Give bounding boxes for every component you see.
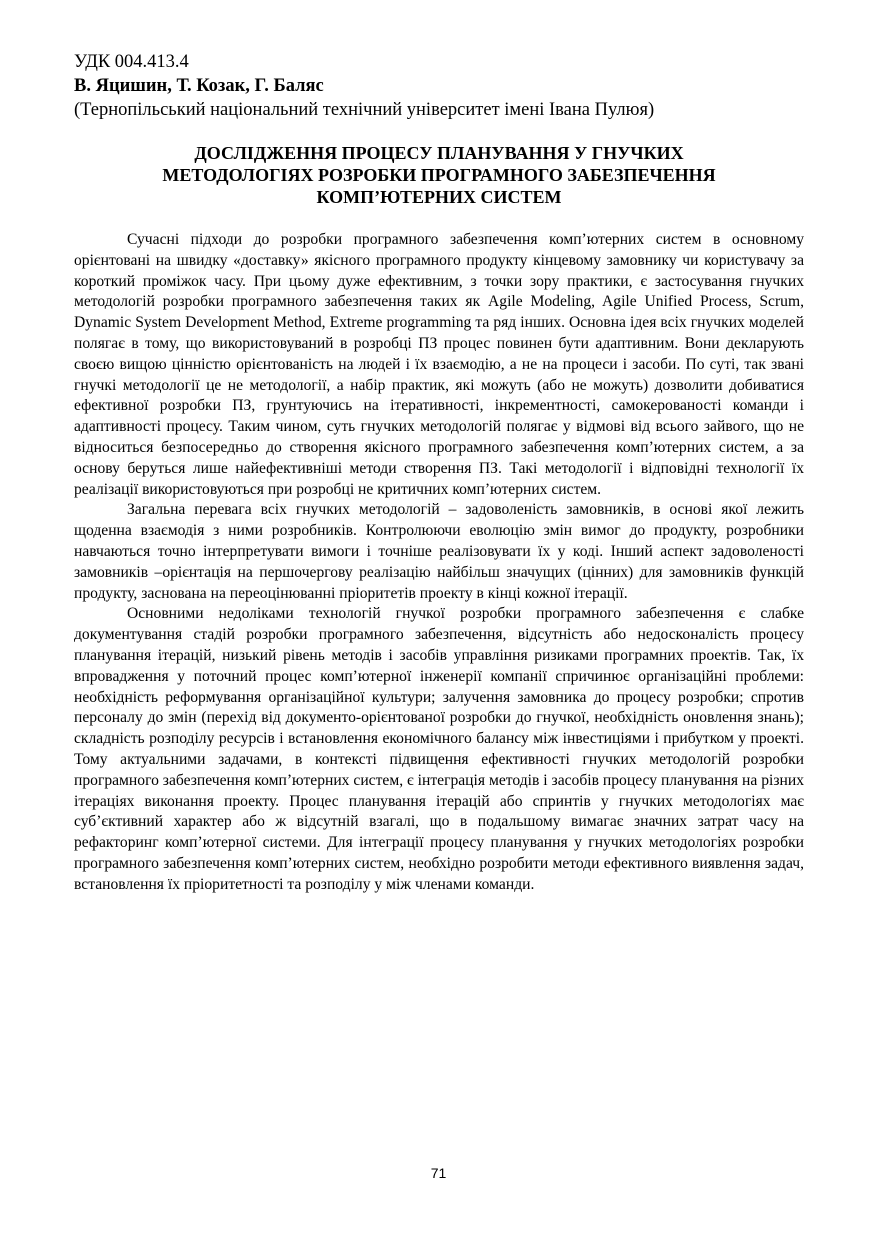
article-title bbox=[74, 142, 804, 208]
page-number: 71 bbox=[430, 1165, 447, 1181]
body-paragraph: Сучасні підходи до розробки програмного забезпечення комп’ютерних систем в основному орієнтовані на швидку «доставку» якісного програмного продукту кінцевому замовнику чи користувачу за короткий проміжок часу. При цьому дуже ефективним, з точки зору практики, є застосування гнучких методологій розробки програмного забезпечення таких як Agile Modeling, Agile Unified Process, Scrum, Dynamic System Development Method, Extreme programming та ряд інших. Основна ідея всіх гнучких моделей полягає в тому, що використовуваний в розробці ПЗ процес повинен бути адаптивним. Вони декларують своєю вищою цінністю орієнтованість на людей і їх взаємодію, а не на процеси і засоби. По суті, так звані гнучкі методології це не методології, а набір практик, які можуть (або не можуть) дозволити добиватися ефективної розробки ПЗ, грунтуючись на ітеративності, інкрементності, самокерованості команди і адаптивності процесу. Таким чином, суть гнучких методологій полягає у відмові від всього зайвого, що не відноситься безпосередньо до створення якісного програмного забезпечення комп’ютерних систем, а за основу беруться лише найефективніші методи створення ПЗ. Такі методології і відповідні технології їх реалізації використовуються при розробці не критичних комп’ютерних систем. bbox=[74, 231, 804, 498]
authors: В. Яцишин, Т. Козак, Г. Баляс bbox=[74, 76, 324, 96]
title-line: ДОСЛІДЖЕННЯ ПРОЦЕСУ ПЛАНУВАННЯ У ГНУЧКИХ bbox=[194, 143, 684, 163]
body-paragraph: Загальна перевага всіх гнучких методологій – задоволеність замовників, в основі якої лежить щоденна взаємодія з ними розробників. Контролюючи еволюцію змін вимог до продукту, розробники навчаються точно інтерпретувати вимоги і точніше реалізовувати їх у коді. Інший аспект задоволеності замовників –орієнтація на першочергову реалізацію найбільш значущих (цінних) для замовників функцій продукту, заснована на переоцінюванні пріоритетів проекту в кінці кожної ітерації. bbox=[74, 501, 804, 602]
article-body bbox=[74, 230, 804, 896]
udc-code: УДК 004.413.4 bbox=[74, 52, 189, 72]
article bbox=[74, 50, 804, 896]
title-line: КОМП’ЮТЕРНИХ СИСТЕМ bbox=[316, 187, 562, 207]
body-paragraph: Основними недоліками технологій гнучкої розробки програмного забезпечення є слабке документування стадій розробки програмного забезпечення, відсутність або недосконалість процесу планування ітерацій, низький рівень методів і засобів управління ризиками програмних проектів. Так, їх впровадження у поточний процес комп’ютерної інженерії компанії спричинює організаційні проблеми: необхідність реформування організаційної культури; залучення замовника до процесу розробки; спротив персоналу до змін (перехід від документо-орієнтованої розробки до гнучкої, необхідність оновлення знань); складність розподілу ресурсів і встановлення економічного балансу між інвестиціями і прибутком у проекті. Тому актуальними задачами, в контексті підвищення ефективності гнучких методологій розробки програмного забезпечення комп’ютерних систем, є інтеграція методів і засобів процесу планування на різних ітераціях виконання проекту. Процес планування ітерацій або спринтів у гнучких методологіях має суб’єктивний характер або ж відсутній взагалі, що в подальшому вимагає значних затрат часу на рефакторинг комп’ютерної системи. Для інтеграції процесу планування у гнучких методологіях розробки програмного забезпечення комп’ютерних систем, необхідно розробити методи ефективного виявлення задач, встановлення їх пріоритетності та розподілу у між членами команди. bbox=[74, 605, 804, 893]
title-line: МЕТОДОЛОГІЯХ РОЗРОБКИ ПРОГРАМНОГО ЗАБЕЗПЕЧЕННЯ bbox=[162, 165, 716, 185]
affiliation: (Тернопільський національний технічний університет імені Івана Пулюя) bbox=[74, 100, 655, 120]
